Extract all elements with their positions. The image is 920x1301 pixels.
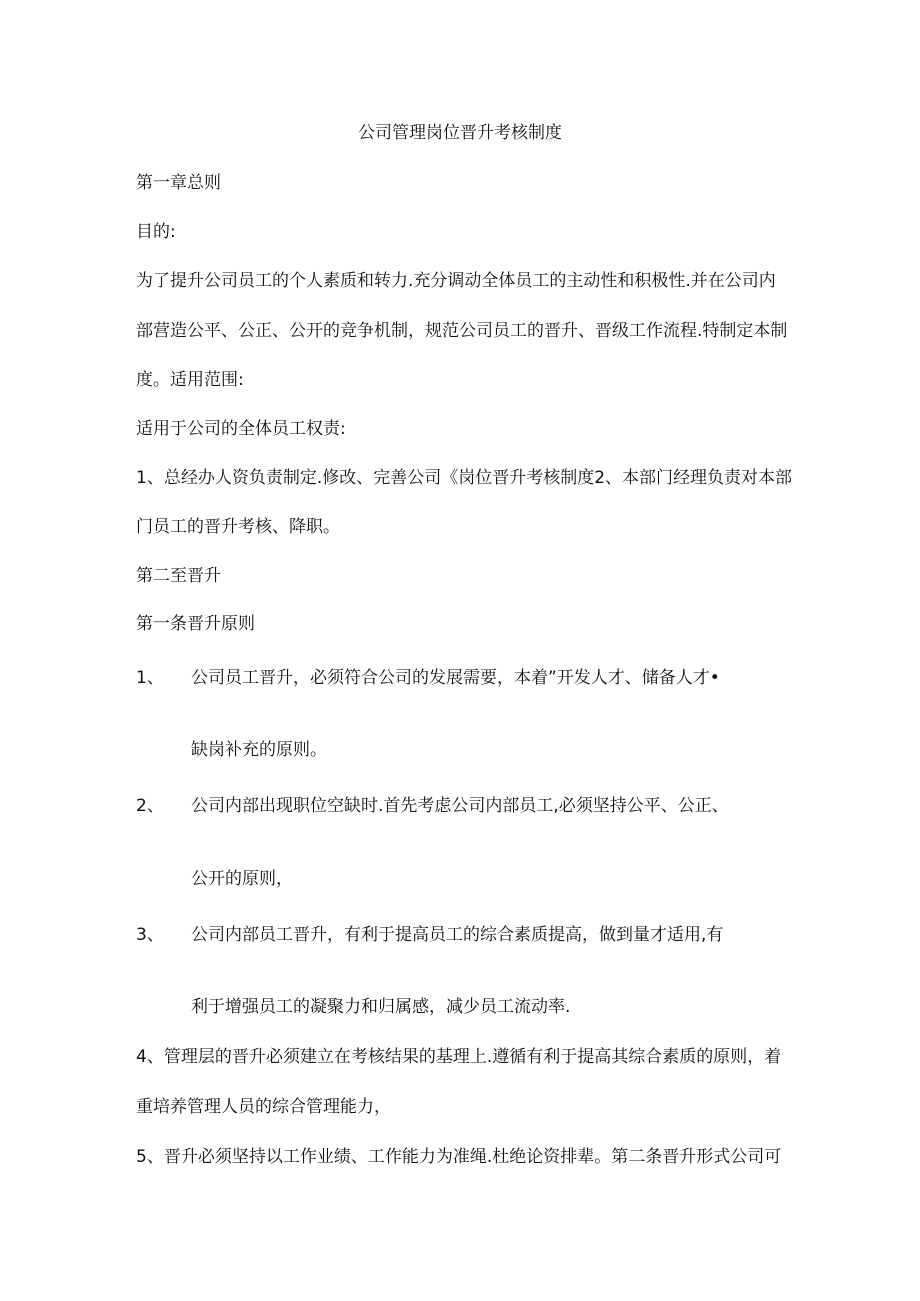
purpose-label: 目的: xyxy=(136,222,176,242)
principle-3-line-1: 公司内部员工晋升，有利于提高员工的综合素质提高，做到量才适用,有 xyxy=(191,925,724,945)
principle-2-line-2: 公开的原则， xyxy=(191,869,293,889)
duty-line-1: 1、总经办人资负责制定.修改、完善公司《岗位晋升考核制度2、本部门经理负责对本部 xyxy=(136,468,793,488)
principle-1-line-2: 缺岗补充的原则。 xyxy=(191,740,327,760)
principle-1-number: 1、 xyxy=(136,668,164,688)
purpose-line-3: 度。适用范围: xyxy=(136,370,244,390)
article-1-heading: 第一条晋升原则 xyxy=(136,614,255,634)
principle-4-line-1: 4、管理层的晋升必须建立在考核结果的基理上.遵循有利于提高其综合素质的原则，着 xyxy=(136,1047,782,1067)
scope-line: 适用于公司的全体员工权责: xyxy=(136,419,346,439)
principle-1-line-1: 公司员工晋升，必须符合公司的发展需要，本着”开发人才、储备人才• xyxy=(191,668,720,688)
principle-5-line: 5、晋升必须坚持以工作业绩、工作能力为准绳.杜绝论资排辈。第二条晋升形式公司可 xyxy=(136,1147,782,1167)
purpose-line-1: 为了提升公司员工的个人素质和转力.充分调动全体员工的主动性和积极性.并在公司内 xyxy=(136,271,776,291)
principle-3-line-2: 利于增强员工的凝聚力和归属感，减少员工流动率. xyxy=(191,997,571,1017)
principle-3-number: 3、 xyxy=(136,925,164,945)
document-title: 公司管理岗位晋升考核制度 xyxy=(358,123,562,143)
principle-2-number: 2、 xyxy=(136,796,164,816)
purpose-line-2: 部营造公平、公正、公开的竞争机制，规范公司员工的晋升、晋级工作流程.特制定本制 xyxy=(136,321,788,341)
principle-4-line-2: 重培养管理人员的综合管理能力， xyxy=(136,1097,391,1117)
duty-line-2: 门员工的晋升考核、降职。 xyxy=(136,517,340,537)
principle-2-line-1: 公司内部出现职位空缺时.首先考虑公司内部员工,必须坚持公平、公正、 xyxy=(191,796,729,816)
chapter-2-heading: 第二至晋升 xyxy=(136,566,221,586)
chapter-1-heading: 第一章总则 xyxy=(136,173,221,193)
